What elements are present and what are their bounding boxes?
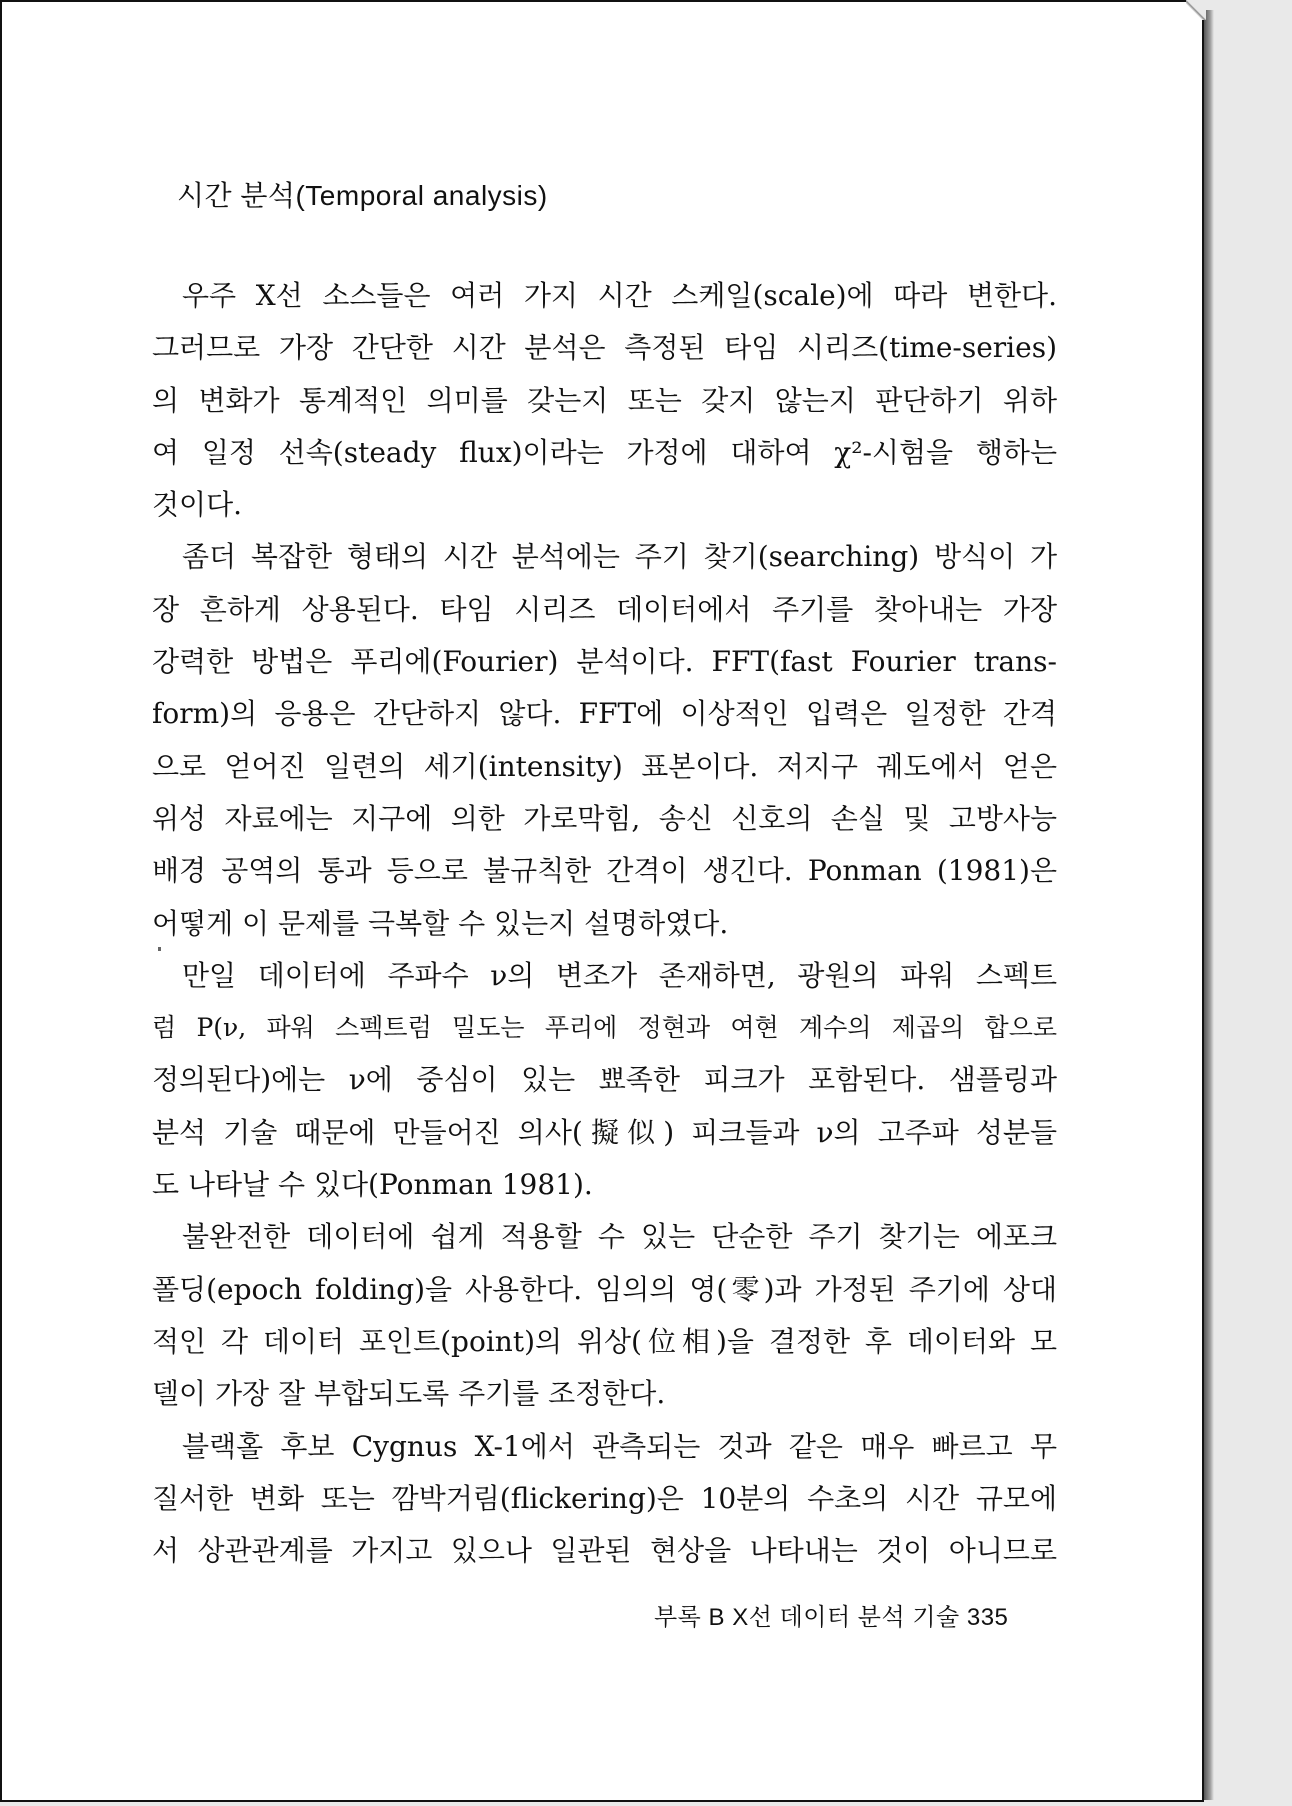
- paragraph-1-line-4: 여 일정 선속(steady flux)이라는 가정에 대하여 χ²-시험을 행하는: [152, 435, 1057, 469]
- paragraph-5-line-2: 질서한 변화 또는 깜박거림(flickering)은 10분의 수초의 시간 규모에: [152, 1481, 1057, 1515]
- paragraph-5-line-3: 서 상관관계를 가지고 있으나 일관된 현상을 나타내는 것이 아니므로: [152, 1534, 1057, 1568]
- paragraph-2-line-3: 강력한 방법은 푸리에(Fourier) 분석이다. FFT(fast Fourier trans-: [152, 645, 1057, 679]
- page-edge-shadow: [1204, 10, 1214, 1800]
- paragraph-3-line-3: 정의된다)에는 ν에 중심이 있는 뾰족한 피크가 포함된다. 샘플링과: [152, 1063, 1057, 1097]
- paragraph-4-line-2: 폴딩(epoch folding)을 사용한다. 임의의 영(零)과 가정된 주기에 상대: [152, 1272, 1057, 1306]
- paragraph-3-line-5: 도 나타날 수 있다(Ponman 1981).: [152, 1168, 593, 1202]
- section-title: 시간 분석(Temporal analysis): [177, 180, 548, 211]
- page-footer: 부록 B X선 데이터 분석 기술 335: [654, 1604, 1009, 1631]
- paragraph-3-line-4: 분석 기술 때문에 만들어진 의사(擬似) 피크들과 ν의 고주파 성분들: [152, 1115, 1057, 1149]
- paragraph-1-line-3: 의 변화가 통계적인 의미를 갖는지 또는 갖지 않는지 판단하기 위하: [152, 383, 1057, 417]
- paragraph-1-line-5: 것이다.: [152, 488, 243, 522]
- paragraph-4-line-4: 델이 가장 잘 부합되도록 주기를 조정한다.: [152, 1377, 666, 1411]
- paragraph-4-line-3: 적인 각 데이터 포인트(point)의 위상(位相)을 결정한 후 데이터와 모: [152, 1324, 1057, 1358]
- paragraph-3-line-2: 럼 P(ν, 파워 스펙트럼 밀도는 푸리에 정현과 여현 계수의 제곱의 합으로: [152, 1013, 1057, 1043]
- paragraph-2-line-4: form)의 응용은 간단하지 않다. FFT에 이상적인 입력은 일정한 간격: [152, 697, 1057, 731]
- paragraph-2-line-6: 위성 자료에는 지구에 의한 가로막힘, 송신 신호의 손실 및 고방사능: [152, 801, 1057, 835]
- paragraph-3-line-1: 만일 데이터에 주파수 ν의 변조가 존재하면, 광원의 파워 스펙트: [182, 958, 1057, 992]
- body-text: [152, 270, 1057, 1577]
- page-corner-curl: [1186, 0, 1206, 20]
- paragraph-2-line-5: 으로 얻어진 일련의 세기(intensity) 표본이다. 저지구 궤도에서 얻은: [152, 749, 1057, 783]
- paragraph-2-line-7: 배경 공역의 통과 등으로 불규칙한 간격이 생긴다. Ponman (1981)은: [152, 854, 1057, 888]
- paragraph-1-line-1: 우주 X선 소스들은 여러 가지 시간 스케일(scale)에 따라 변한다.: [182, 279, 1057, 312]
- paragraph-2-line-2: 장 흔하게 상용된다. 타임 시리즈 데이터에서 주기를 찾아내는 가장: [152, 592, 1057, 626]
- paragraph-2-line-1: 좀더 복잡한 형태의 시간 분석에는 주기 찾기(searching) 방식이 가: [182, 540, 1057, 574]
- paragraph-5-line-1: 블랙홀 후보 Cygnus X-1에서 관측되는 것과 같은 매우 빠르고 무: [182, 1429, 1057, 1463]
- paragraph-1-line-2: 그러므로 가장 간단한 시간 분석은 측정된 타임 시리즈(time-series): [152, 331, 1057, 365]
- scan-speck: [158, 947, 161, 951]
- paragraph-4-line-1: 불완전한 데이터에 쉽게 적용할 수 있는 단순한 주기 찾기는 에포크: [182, 1220, 1057, 1254]
- paragraph-2-line-8: 어떻게 이 문제를 극복할 수 있는지 설명하였다.: [152, 906, 729, 940]
